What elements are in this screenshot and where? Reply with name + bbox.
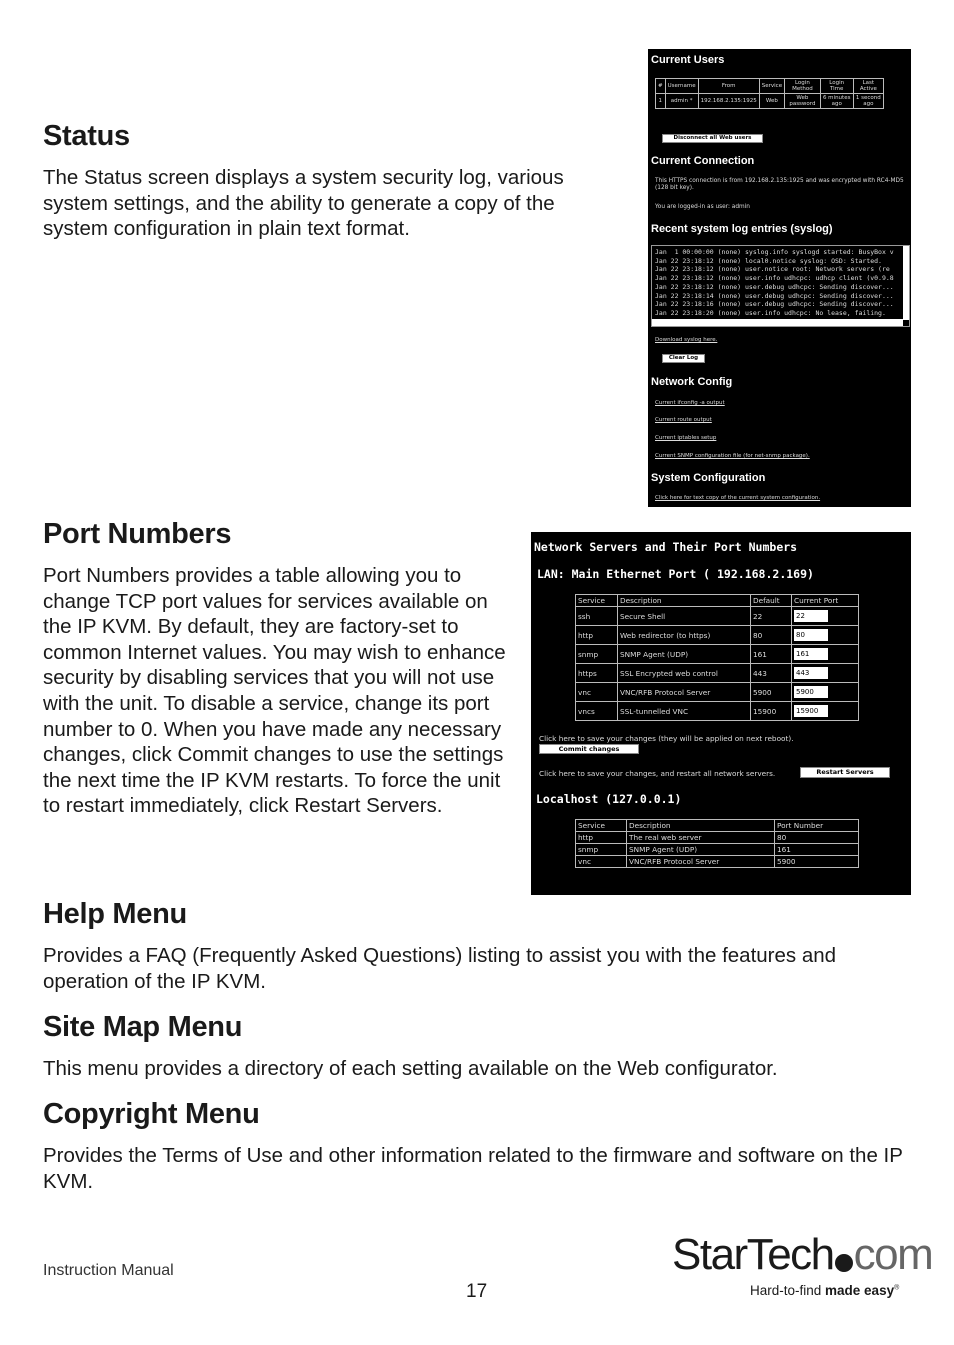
description-cell: SSL-tunnelled VNC [618, 702, 751, 721]
users-header: Login Method [785, 79, 821, 94]
syslog-line: Jan 22 23:18:14 (none) user.debug udhcpc: Sending discover... [655, 291, 894, 300]
description-cell: The real web server [627, 832, 775, 844]
syslog-line: Jan 22 23:18:12 (none) user.notice root: Network servers (re [655, 265, 890, 274]
download-syslog-link[interactable]: Download syslog here. [655, 337, 718, 343]
service-cell: http [576, 832, 627, 844]
service-cell: vncs [576, 702, 618, 721]
footer-manual-label: Instruction Manual [43, 1262, 174, 1279]
lan-ports-table [575, 594, 859, 721]
logged-in-text: You are logged-in as user: admin [655, 204, 750, 210]
lan-header: Service [576, 595, 618, 607]
localhost-ports-table [575, 819, 859, 868]
http-port-input[interactable]: 80 [794, 629, 828, 641]
snmp-config-link[interactable]: Current SNMP configuration file (for net-snmp package). [655, 453, 810, 459]
table-row [576, 856, 859, 868]
current-users-title: Current Users [651, 54, 725, 66]
service-cell: snmp [576, 645, 618, 664]
restart-servers-button[interactable]: Restart Servers [800, 767, 890, 778]
table-row [576, 626, 859, 645]
vncs-port-input[interactable]: 15900 [794, 705, 828, 717]
tagline-bold-text: made easy [825, 1283, 895, 1298]
table-row [656, 94, 884, 109]
default-cell: 80 [751, 626, 792, 645]
local-header: Port Number [775, 820, 859, 832]
description-cell: SNMP Agent (UDP) [627, 844, 775, 856]
syslog-line: Jan 1 00:00:00 (none) syslog.info syslogd started: BusyBox v [655, 248, 894, 256]
users-header: # [656, 79, 666, 94]
users-header: Username [665, 79, 698, 94]
service-cell: http [576, 626, 618, 645]
port-cell: 161 [775, 844, 859, 856]
table-row [576, 664, 859, 683]
port-cell: 80 [775, 832, 859, 844]
status-screenshot [648, 49, 911, 507]
users-cell: 192.168.2.135:1925 [698, 94, 759, 109]
network-config-title: Network Config [651, 376, 733, 388]
lan-header: Default [751, 595, 792, 607]
users-cell: 6 minutes ago [820, 94, 853, 109]
default-cell: 22 [751, 607, 792, 626]
default-cell: 443 [751, 664, 792, 683]
users-header: Login Time [820, 79, 853, 94]
system-config-link[interactable]: Click here for text copy of the current system configuration. [655, 495, 821, 501]
local-header: Service [576, 820, 627, 832]
logo-com-text: com [853, 1230, 933, 1279]
syslog-textarea[interactable] [651, 245, 910, 327]
system-config-title: System Configuration [651, 472, 766, 484]
syslog-line: Jan 22 23:18:20 (none) user.info udhcpc: No lease, failing. [655, 308, 886, 317]
route-link[interactable]: Current route output [655, 417, 712, 423]
table-row [576, 702, 859, 721]
iptables-link[interactable]: Current iptables setup [655, 435, 717, 441]
copyright-menu-body: Provides the Terms of Use and other information related to the firmware and software on the IP KVM. [43, 1144, 903, 1193]
users-cell: Web password [785, 94, 821, 109]
local-header: Description [627, 820, 775, 832]
table-row [576, 832, 859, 844]
users-cell: Web [759, 94, 784, 109]
default-cell: 161 [751, 645, 792, 664]
commit-text: Click here to save your changes (they will be applied on next reboot). [539, 734, 794, 743]
table-row [576, 607, 859, 626]
users-header: From [698, 79, 759, 94]
clear-log-button[interactable]: Clear Log [662, 354, 705, 363]
service-cell: vnc [576, 683, 618, 702]
copyright-menu-heading: Copyright Menu [43, 1098, 260, 1130]
network-servers-title: Network Servers and Their Port Numbers [534, 540, 798, 554]
site-map-menu-body: This menu provides a directory of each setting available on the Web configurator. [43, 1057, 778, 1080]
registered-mark: ® [894, 1284, 900, 1292]
syslog-line: Jan 22 23:18:12 (none) user.info udhcpc: udhcp client (v0.9.8 [655, 274, 894, 283]
syslog-line: Jan 22 23:18:12 (none) local0.notice syslog: OSD: Started. [655, 256, 882, 265]
port-numbers-body: Port Numbers provides a table allowing you to change TCP port values for services available on the IP KVM. By default, they are factory-set to common Internet values. You may wish to enhance security by disabling services that you will not use with the unit. To disable a service, change its port number to 0. When you have made any necessary changes, click Commit changes to use the settings the next time the IP KVM restarts. To force the unit to restart immediately, click Restart Servers. [43, 564, 506, 818]
description-cell: VNC/RFB Protocol Server [627, 856, 775, 868]
syslog-line: Jan 22 23:18:16 (none) user.debug udhcpc: Sending discover... [655, 300, 894, 309]
ifconfig-link[interactable]: Current ifconfig -a output [655, 400, 725, 406]
disconnect-all-button[interactable]: Disconnect all Web users [662, 134, 763, 143]
commit-changes-button[interactable]: Commit changes [539, 744, 639, 754]
default-cell: 15900 [751, 702, 792, 721]
description-cell: Secure Shell [618, 607, 751, 626]
users-header: Service [759, 79, 784, 94]
port-numbers-screenshot [531, 532, 911, 895]
port-cell: 5900 [775, 856, 859, 868]
logo-text: StarTech [672, 1230, 834, 1279]
users-cell: 1 second ago [853, 94, 883, 109]
vnc-port-input[interactable]: 5900 [794, 686, 828, 698]
description-cell: SSL Encrypted web control [618, 664, 751, 683]
logo-dot-icon [835, 1254, 853, 1272]
site-map-menu-heading: Site Map Menu [43, 1011, 243, 1043]
snmp-port-input[interactable]: 161 [794, 648, 828, 660]
service-cell: vnc [576, 856, 627, 868]
startech-logo [672, 1230, 932, 1280]
status-body: The Status screen displays a system security log, various system settings, and the ability to generate a copy of the system configuration in plain text format. [43, 166, 564, 241]
table-row [576, 683, 859, 702]
table-row [576, 645, 859, 664]
lan-header: Description [618, 595, 751, 607]
current-users-table [655, 78, 884, 109]
syslog-title: Recent system log entries (syslog) [651, 223, 833, 235]
localhost-title: Localhost (127.0.0.1) [536, 792, 682, 806]
https-port-input[interactable]: 443 [794, 667, 828, 679]
lan-header: Current Port [792, 595, 859, 607]
status-heading: Status [43, 120, 130, 152]
lan-title: LAN: Main Ethernet Port ( 192.168.2.169) [537, 567, 814, 581]
help-menu-heading: Help Menu [43, 898, 187, 930]
users-cell: admin * [665, 94, 698, 109]
table-row [576, 844, 859, 856]
syslog-horizontal-scrollbar[interactable] [652, 319, 903, 326]
syslog-vertical-scrollbar[interactable] [903, 246, 909, 320]
tagline-text: Hard-to-find [750, 1283, 826, 1298]
page-number: 17 [466, 1281, 488, 1302]
restart-text: Click here to save your changes, and restart all network servers. [539, 769, 776, 778]
ssh-port-input[interactable]: 22 [794, 610, 828, 622]
help-menu-body: Provides a FAQ (Frequently Asked Questions) listing to assist you with the features and operation of the IP KVM. [43, 944, 837, 993]
users-cell: 1 [656, 94, 666, 109]
description-cell: VNC/RFB Protocol Server [618, 683, 751, 702]
current-connection-title: Current Connection [651, 155, 755, 167]
tagline [750, 1283, 899, 1298]
service-cell: snmp [576, 844, 627, 856]
description-cell: SNMP Agent (UDP) [618, 645, 751, 664]
description-cell: Web redirector (to https) [618, 626, 751, 645]
default-cell: 5900 [751, 683, 792, 702]
service-cell: https [576, 664, 618, 683]
port-numbers-heading: Port Numbers [43, 518, 232, 550]
syslog-line: Jan 22 23:18:12 (none) user.debug udhcpc: Sending discover... [655, 282, 894, 291]
users-header: Last Active [853, 79, 883, 94]
service-cell: ssh [576, 607, 618, 626]
connection-text: This HTTPS connection is from 192.168.2.135:1925 and was encrypted with RC4-MD5 (128 bit key). [655, 178, 904, 191]
